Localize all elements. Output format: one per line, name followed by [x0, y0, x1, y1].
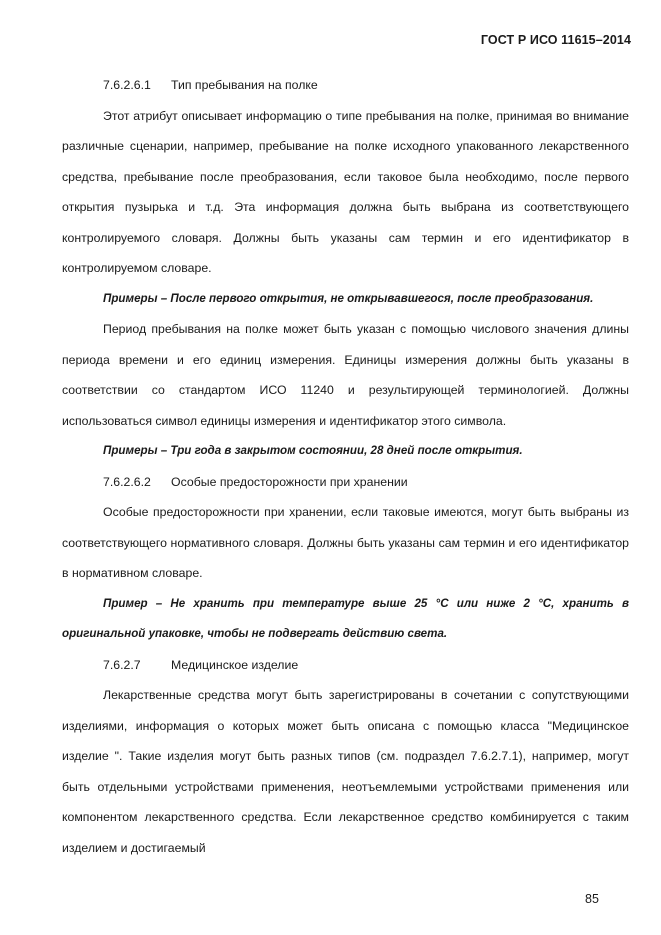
section-heading [62, 467, 629, 498]
example-note: Примеры – Три года в закрытом состоянии, 28 дней после открытия. [103, 444, 523, 457]
paragraph-shelf-life-type: Этот атрибут описывает информацию о типе пребывания на полке, принимая во внимание различные сценарии, например, пребывание на полке исходного упакованного лекарственного средства, пребывание после преобразования, если таковое была необходимо, после первого открытия пузырька и т.д. Эта информация должна быть выбрана из соответствующего контролируемого словаря. Должны быть указаны сам термин и его идентификатор в контролируемом словаре. [62, 108, 629, 275]
paragraph-storage-precautions: Особые предосторожности при хранении, если таковые имеются, могут быть выбраны из соответствующего нормативного словаря. Должны быть указаны сам термин и его идентификатор в нормативном словаре. [62, 505, 629, 580]
section-title: Медицинское изделие [171, 657, 299, 672]
paragraph-shelf-period: Период пребывания на полке может быть указан с помощью числового значения длины периода времени и его единиц измерения. Единицы измерения должны быть указаны в соответствии со стандартом ИСО 11240 и результирующей терминологией. Должны использоваться символ единицы измерения и идентификатор этого символа. [62, 322, 629, 428]
paragraph-medical-device: Лекарственные средства могут быть зарегистрированы в сочетании с сопутствующими изделиями, информация о которых может быть описана с помощью класса "Медицинское изделие ". Такие изделия могут быть разных типов (см. подраздел 7.6.2.7.1), например, могут быть отдельными устройствами применения, неотъемлемыми устройствами применения или компонентом лекарственного средства. Если лекарственное средство комбинируется с таким изделием и достигаемый [62, 688, 629, 855]
section-title: Особые предосторожности при хранении [171, 474, 408, 489]
standard-header: ГОСТ Р ИСО 11615–2014 [480, 33, 631, 47]
section-number: 7.6.2.6.1 [103, 78, 151, 92]
section-heading [62, 70, 629, 101]
section-title: Тип пребывания на полке [171, 78, 318, 92]
example-note: Примеры – После первого открытия, не открывавшегося, после преобразования. [103, 291, 594, 305]
example-note: Пример – Не хранить при температуре выше 25 °С или ниже 2 °С, хранить в оригинальной упаковке, чтобы не подвергать действию света. [62, 596, 629, 640]
section-heading [62, 650, 629, 681]
section-number: 7.6.2.7 [103, 657, 141, 672]
document-body [62, 70, 629, 863]
section-number: 7.6.2.6.2 [103, 474, 151, 489]
page-number: 85 [585, 892, 599, 906]
